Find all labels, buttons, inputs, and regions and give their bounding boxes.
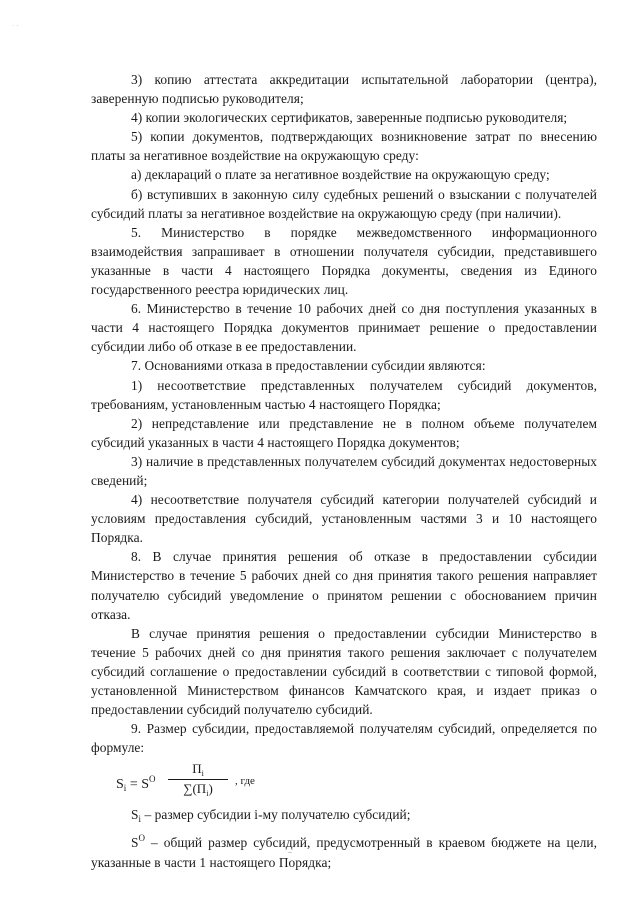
paragraph: 3) наличие в представленных получателем субсидий документах недостоверных сведений;: [91, 453, 597, 488]
paragraph: а) деклараций о плате за негативное воздействие на окружающую среду;: [131, 167, 550, 183]
paragraph: 2) непредставление или представление не в полном объеме получателем субсидий указанных в части 4 настоящего Порядка документов;: [91, 415, 597, 450]
paragraph: В случае принятия решения о предоставлении субсидии Министерство в течение 5 рабочих дней со дня принятия такого решения заключает с получателем субсидий соглашение о предоставлении субсидий в соответствии с типовой формой, установленной Министерством финансов Камчатского края, и издает приказ о предоставлении субсидий получателю субсидий.: [91, 625, 597, 718]
definition-si: $S_i$ – размер субсидии i-му получателю субсидий;: [131, 807, 411, 825]
paragraph: 3) копию аттестата аккредитации испытательной лаборатории (центра), заверенную подписью руководителя;: [91, 72, 597, 107]
paragraph: 5) копии документов, подтверждающих возникновение затрат по внесению платы за негативное воздействие на окружающую среду:: [91, 129, 597, 164]
formula-numerator: $П_i$: [168, 761, 228, 780]
definition-so: $S^O$ – общий размер субсидий, предусмотренный в краевом бюджете на цели, указанные в части 1 настоящего Порядка;: [91, 833, 597, 870]
paragraph: 1) несоответствие представленных получателем субсидий документов, требованиям, установленным частью 4 настоящего Порядка;: [91, 377, 597, 412]
paragraph: 4) копии экологических сертификатов, заверенные подписью руководителя;: [131, 110, 568, 126]
scan-corner-mark: · ·: [12, 22, 19, 30]
formula-fraction: [168, 761, 228, 798]
subsidy-formula: [91, 761, 597, 799]
document-page: [91, 70, 597, 872]
paragraph: 5. Министерство в порядке межведомственного информационного взаимодействия запрашивает в отношении получателя субсидии, представившего указанные в части 4 настоящего Порядка документы, сведения из Единого государственного реестра юридических лиц.: [91, 224, 597, 298]
formula-lhs: $S_i = S^O$: [116, 774, 156, 794]
paragraph: 8. В случае принятия решения об отказе в предоставлении субсидии Министерство в течение 5 рабочих дней со дня принятия такого решения направляет получателю субсидий уведомление о принятом решении с обоснованием причин отказа.: [91, 549, 597, 622]
paragraph: 9. Размер субсидии, предоставляемой получателям субсидий, определяется по формуле:: [91, 721, 597, 756]
scan-dot: [288, 852, 292, 853]
paragraph: б) вступивших в законную силу судебных решений о взыскании с получателей субсидий платы за негативное воздействие на окружающую среду (при наличии).: [91, 186, 597, 221]
formula-denominator: $\sum(П_i)$: [183, 781, 213, 799]
paragraph: 4) несоответствие получателя субсидий категории получателей субсидий и условиям предоставления субсидий, установленным частями 3 и 10 настоящего Порядка.: [91, 492, 597, 546]
formula-where: , где: [235, 775, 255, 788]
paragraph: 7. Основаниями отказа в предоставлении субсидии являются:: [131, 358, 486, 374]
paragraph: 6. Министерство в течение 10 рабочих дней со дня поступления указанных в части 4 настоящего Порядка документов принимает решение о предоставлении субсидии либо об отказе в ее предоставлении.: [91, 301, 597, 355]
